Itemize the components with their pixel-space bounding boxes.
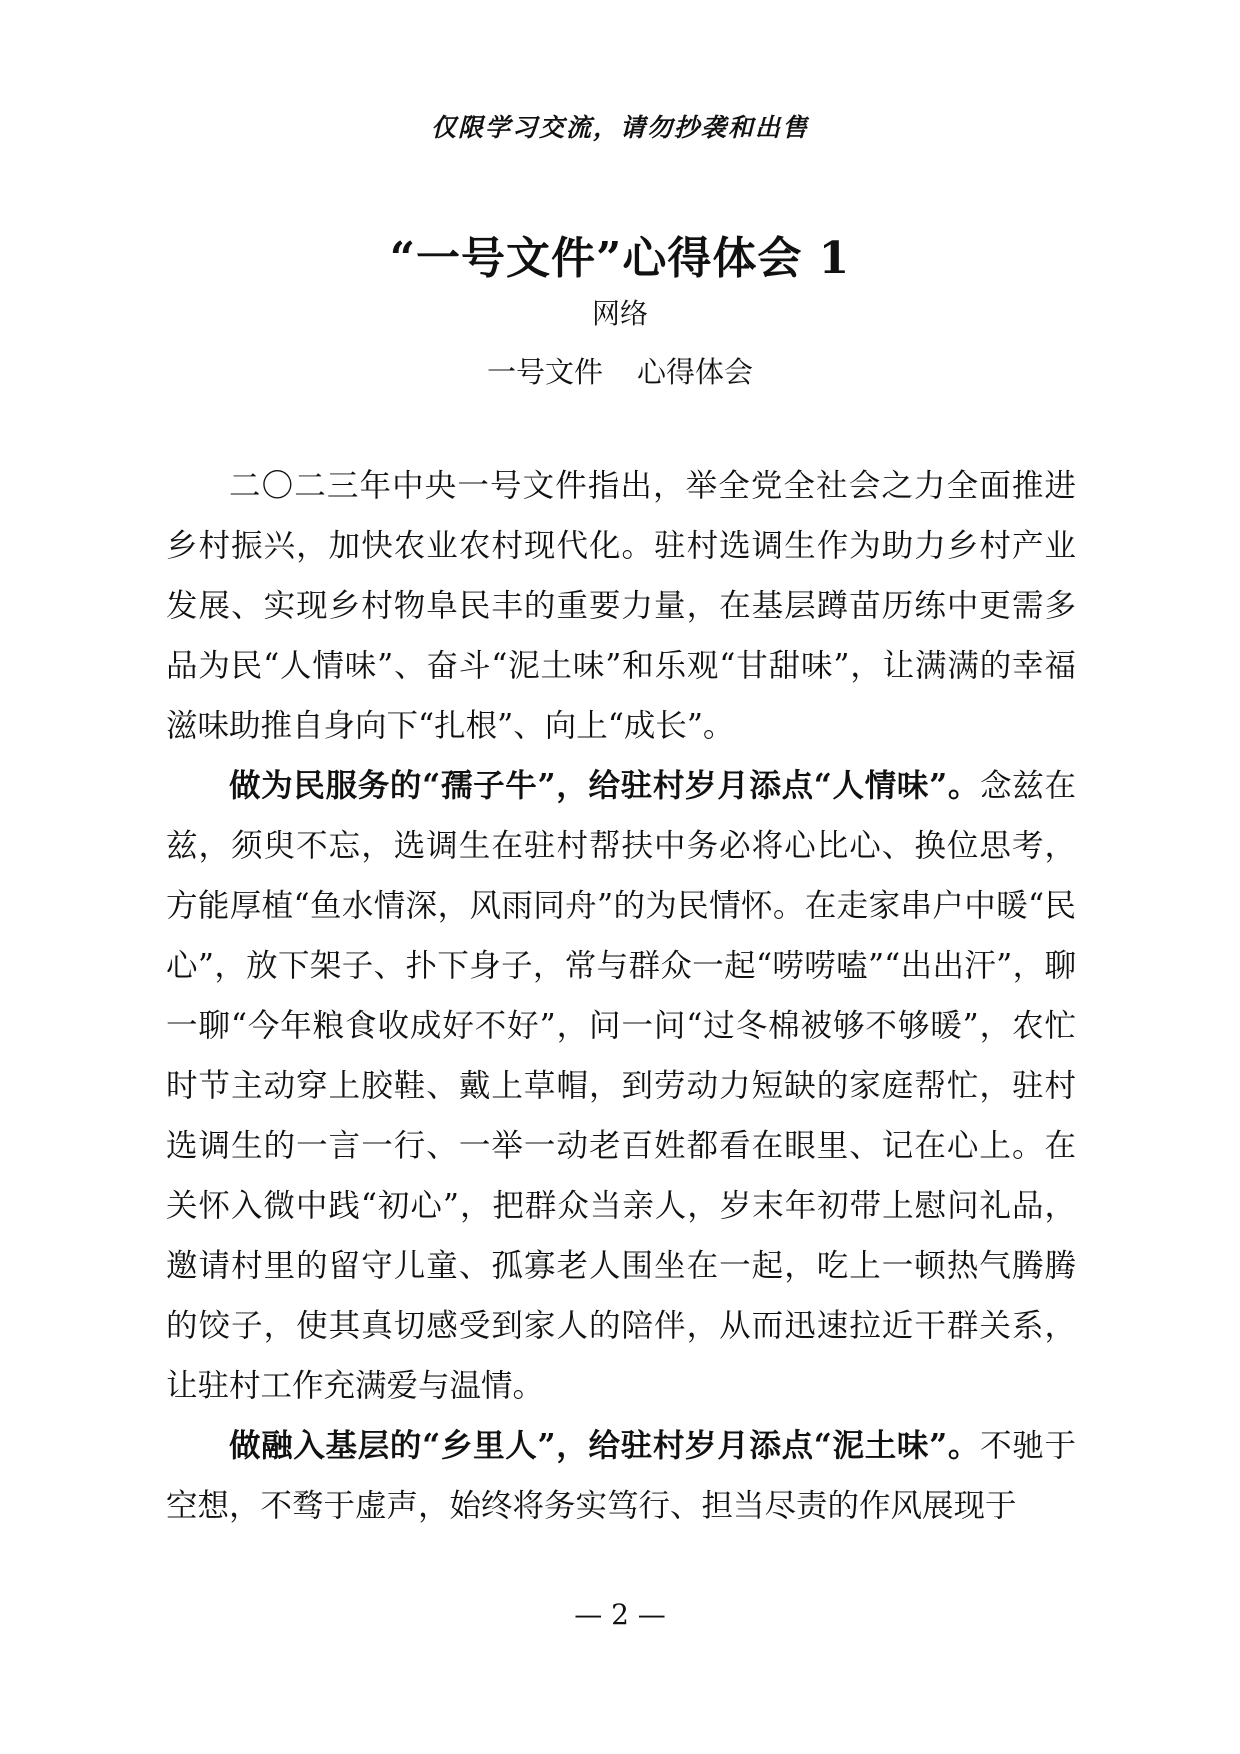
paragraph-text: 不驰于空想，不骛于虚声，始终将务实笃行、担当尽责的作风展现于 (166, 1428, 1076, 1524)
paragraph (166, 756, 1076, 1416)
paragraph-lead: 做为民服务的“孺子牛”，给驻村岁月添点“人情味”。 (229, 767, 981, 804)
keyword: 一号文件 (486, 355, 603, 389)
document-keywords (0, 350, 1240, 391)
document-title: “一号文件”心得体会 1 (389, 233, 851, 284)
header-notice: 仅限学习交流，请勿抄袭和出售 (430, 113, 809, 142)
paragraph (166, 1416, 1076, 1536)
document-source: 网络 (591, 297, 648, 330)
document-body (166, 456, 1076, 1536)
page-number: — 2 — (574, 1598, 666, 1631)
paragraph-text: 二〇二三年中央一号文件指出，举全党全社会之力全面推进乡村振兴，加快农业农村现代化。驻村选调生作为助力乡村产业发展、实现乡村物阜民丰的重要力量，在基层蹲苗历练中更需多品为民“人情味”、奋斗“泥土味”和乐观“甘甜味”，让满满的幸福滋味助推自身向下“扎根”、向上“成长”。 (166, 468, 1076, 744)
paragraph (166, 456, 1076, 756)
paragraph-lead: 做融入基层的“乡里人”，给驻村岁月添点“泥土味”。 (229, 1427, 981, 1464)
keyword: 心得体会 (637, 355, 754, 389)
paragraph-text: 念兹在兹，须臾不忘，选调生在驻村帮扶中务必将心比心、换位思考，方能厚植“鱼水情深，风雨同舟”的为民情怀。在走家串户中暖“民心”，放下架子、扑下身子，常与群众一起“唠唠嗑”“出出汗”，聊一聊“今年粮食收成好不好”，问一问“过冬棉被够不够暖”，农忙时节主动穿上胶鞋、戴上草帽，到劳动力短缺的家庭帮忙，驻村选调生的一言一行、一举一动老百姓都看在眼里、记在心上。在关怀入微中践“初心”，把群众当亲人，岁末年初带上慰问礼品，邀请村里的留守儿童、孤寡老人围坐在一起，吃上一顿热气腾腾的饺子，使其真切感受到家人的陪伴，从而迅速拉近干群关系，让驻村工作充满爱与温情。 (166, 768, 1076, 1404)
